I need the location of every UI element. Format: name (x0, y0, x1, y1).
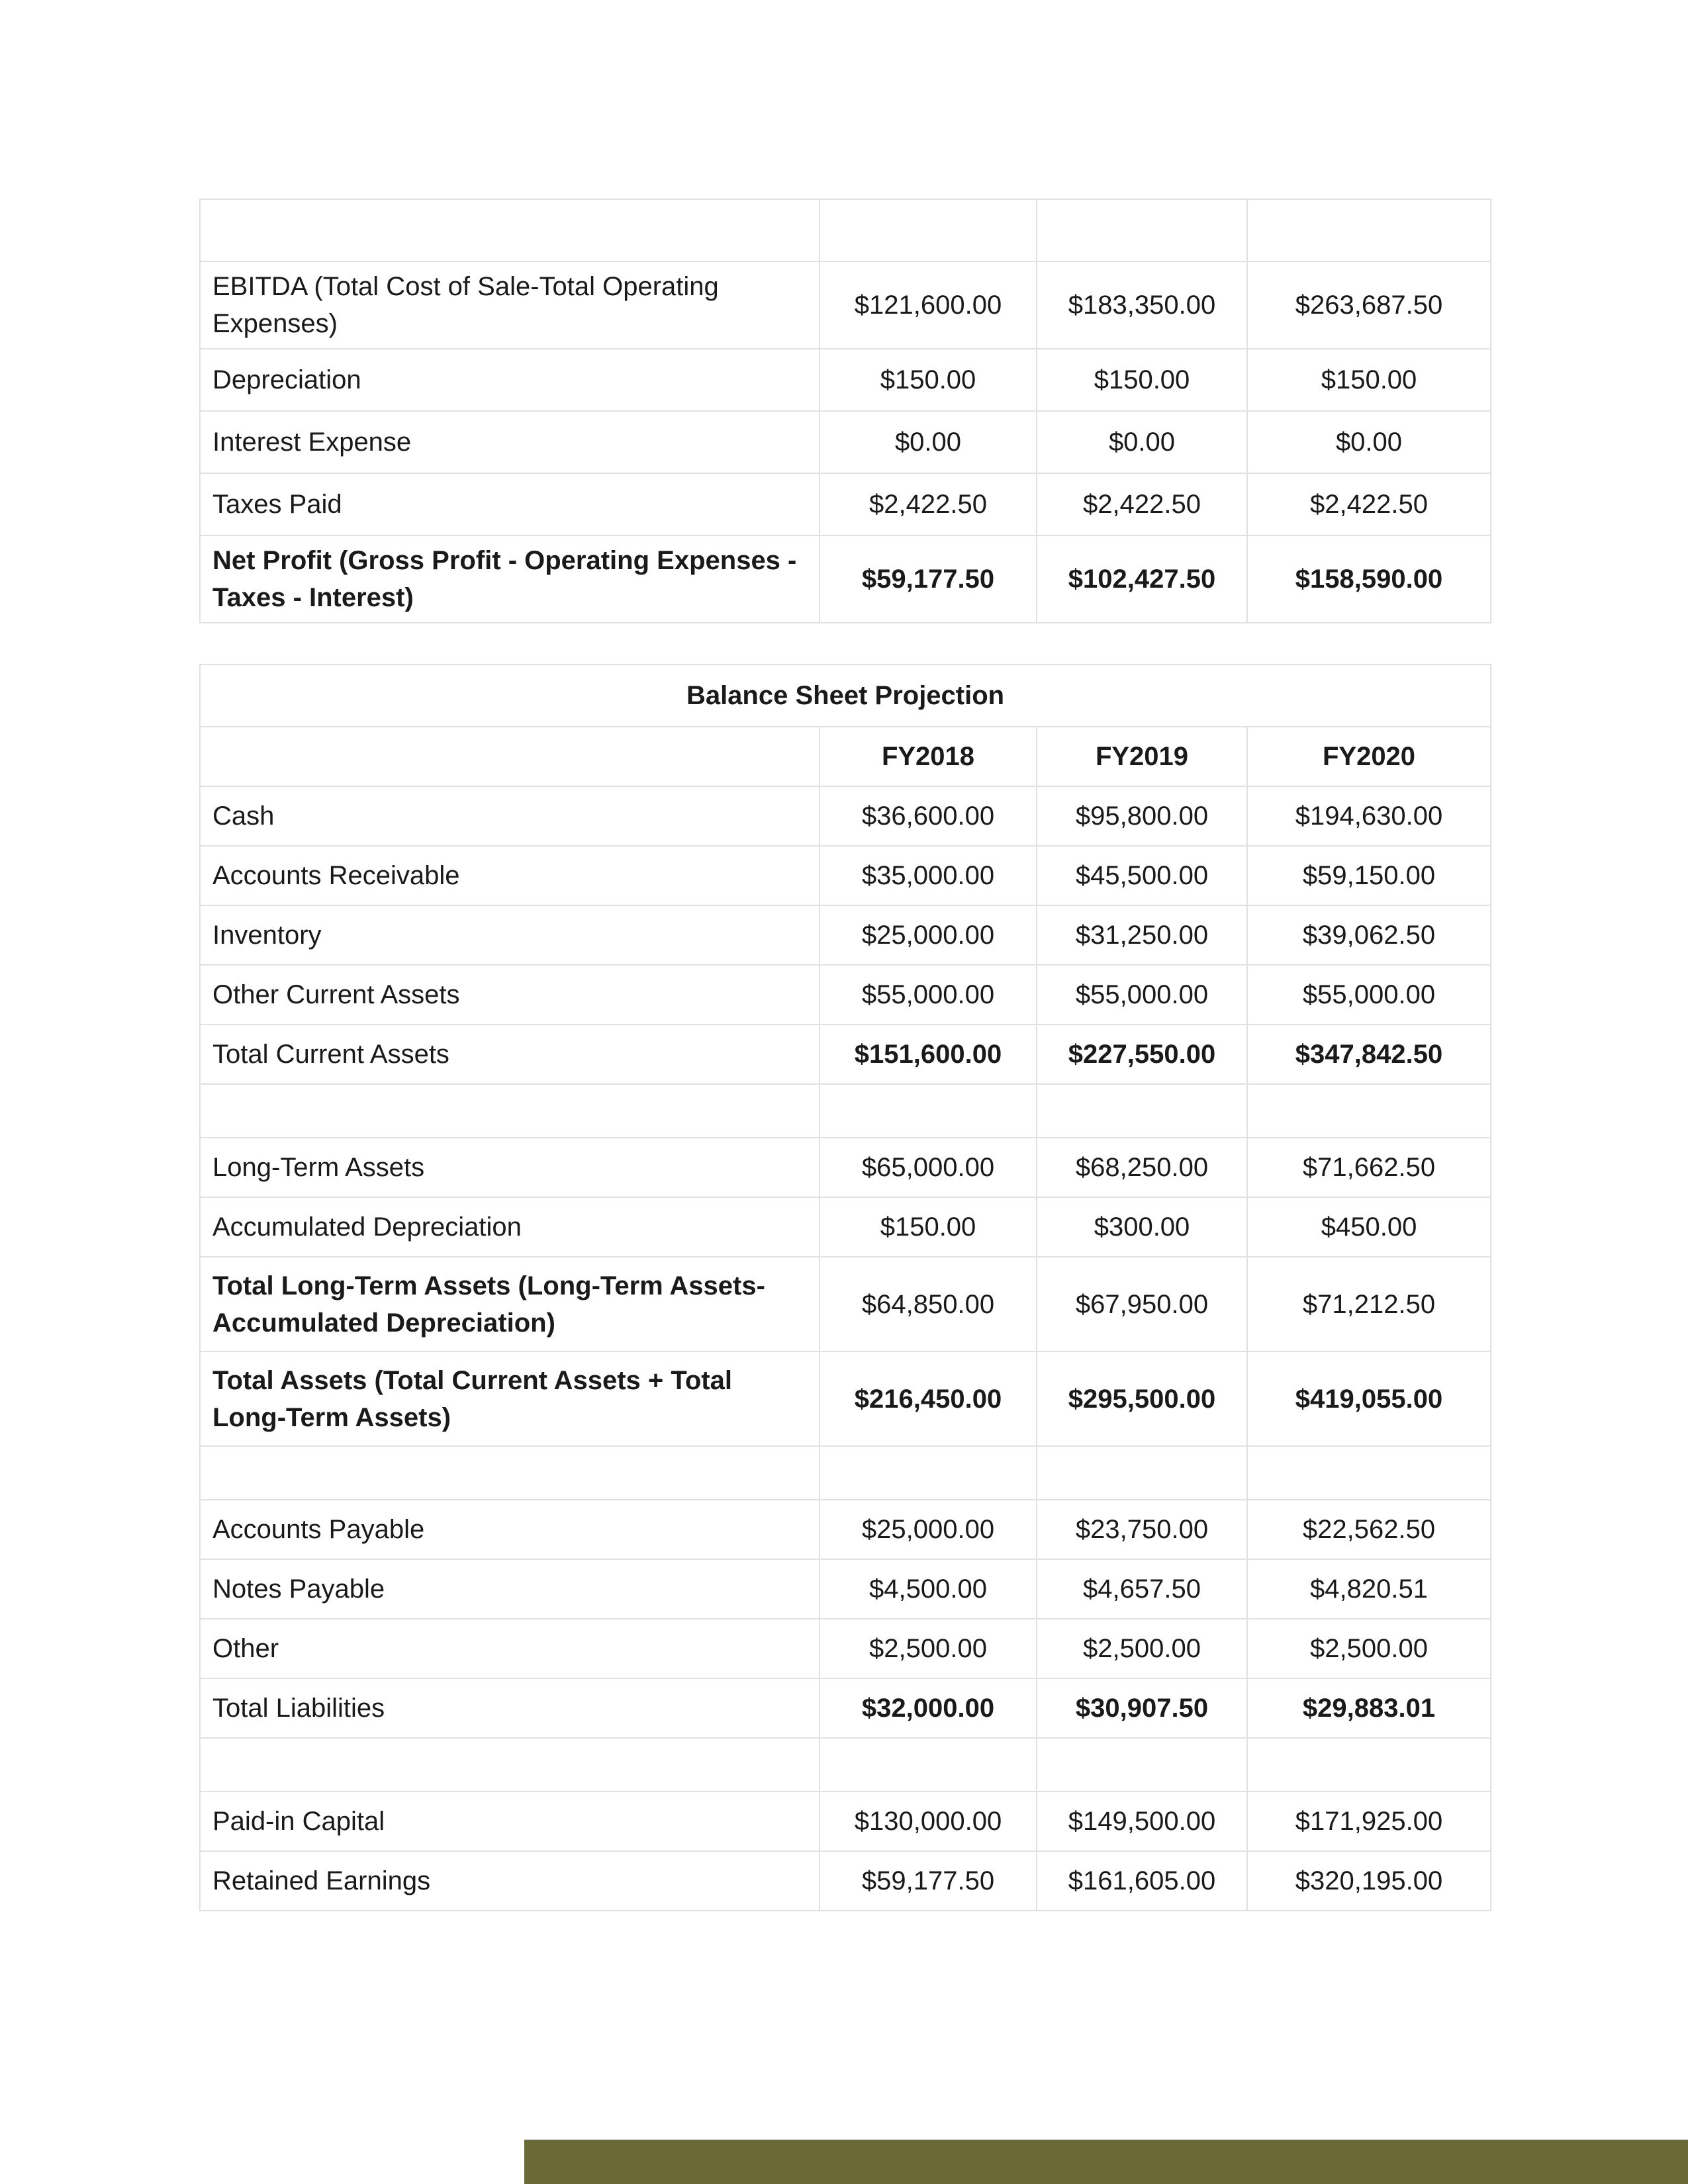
value-fy2020: $194,630.00 (1247, 786, 1491, 846)
value-fy2018: $25,000.00 (820, 905, 1037, 965)
value-fy2020: $150.00 (1247, 349, 1491, 411)
row-label: Notes Payable (200, 1559, 820, 1619)
value-fy2020: $71,662.50 (1247, 1138, 1491, 1197)
value-fy2019: $295,500.00 (1037, 1351, 1247, 1446)
value-fy2020: $2,422.50 (1247, 473, 1491, 535)
table-row-total-long-term-assets (200, 1257, 1491, 1351)
blank-row (200, 1738, 1491, 1792)
table-row-long-term-assets (200, 1138, 1491, 1197)
table-row-notes-payable (200, 1559, 1491, 1619)
row-label: Paid-in Capital (200, 1792, 820, 1851)
value-fy2019: $68,250.00 (1037, 1138, 1247, 1197)
table-row-ebitda (200, 261, 1491, 349)
value-fy2020: $158,590.00 (1247, 535, 1491, 623)
row-label: EBITDA (Total Cost of Sale-Total Operating Expenses) (200, 261, 820, 349)
row-label: Accumulated Depreciation (200, 1197, 820, 1257)
value-fy2019: $55,000.00 (1037, 965, 1247, 1024)
value-fy2018: $65,000.00 (820, 1138, 1037, 1197)
row-label: Retained Earnings (200, 1851, 820, 1911)
value-fy2020: $22,562.50 (1247, 1500, 1491, 1559)
value-fy2019: $30,907.50 (1037, 1678, 1247, 1738)
value-fy2018: $0.00 (820, 411, 1037, 473)
value-fy2018: $121,600.00 (820, 261, 1037, 349)
value-fy2020: $71,212.50 (1247, 1257, 1491, 1351)
value-fy2018: $59,177.50 (820, 1851, 1037, 1911)
table-row-depreciation (200, 349, 1491, 411)
value-fy2018: $35,000.00 (820, 846, 1037, 905)
table-row-total-assets (200, 1351, 1491, 1446)
table-title-row (200, 664, 1491, 727)
table-row-total-current-assets (200, 1024, 1491, 1084)
value-fy2020: $347,842.50 (1247, 1024, 1491, 1084)
table-row-paid-in-capital (200, 1792, 1491, 1851)
table-row-total-liabilities (200, 1678, 1491, 1738)
blank-row (200, 1446, 1491, 1500)
value-fy2020: $29,883.01 (1247, 1678, 1491, 1738)
balance-sheet-table (199, 664, 1491, 1911)
value-fy2019: $0.00 (1037, 411, 1247, 473)
value-fy2018: $25,000.00 (820, 1500, 1037, 1559)
value-fy2019: $67,950.00 (1037, 1257, 1247, 1351)
row-label: Total Assets (Total Current Assets + Total Long-Term Assets) (200, 1351, 820, 1446)
value-fy2018: $32,000.00 (820, 1678, 1037, 1738)
value-fy2020: $0.00 (1247, 411, 1491, 473)
blank-row (200, 1084, 1491, 1138)
footer-accent-bar (524, 2140, 1688, 2184)
row-label: Interest Expense (200, 411, 820, 473)
row-label: Accounts Receivable (200, 846, 820, 905)
value-fy2019: $102,427.50 (1037, 535, 1247, 623)
value-fy2020: $59,150.00 (1247, 846, 1491, 905)
value-fy2018: $150.00 (820, 1197, 1037, 1257)
value-fy2019: $149,500.00 (1037, 1792, 1247, 1851)
value-fy2019: $23,750.00 (1037, 1500, 1247, 1559)
value-fy2019: $300.00 (1037, 1197, 1247, 1257)
value-fy2018: $64,850.00 (820, 1257, 1037, 1351)
value-fy2020: $320,195.00 (1247, 1851, 1491, 1911)
value-fy2019: $2,422.50 (1037, 473, 1247, 535)
value-fy2019: $31,250.00 (1037, 905, 1247, 965)
value-fy2020: $263,687.50 (1247, 261, 1491, 349)
row-label: Total Long-Term Assets (Long-Term Assets-Accumulated Depreciation) (200, 1257, 820, 1351)
value-fy2019: $183,350.00 (1037, 261, 1247, 349)
row-label: Other Current Assets (200, 965, 820, 1024)
table-row-net-profit (200, 535, 1491, 623)
row-label: Taxes Paid (200, 473, 820, 535)
column-header-fy2018: FY2018 (820, 727, 1037, 786)
table-row-taxes-paid (200, 473, 1491, 535)
table-row-other (200, 1619, 1491, 1678)
value-fy2018: $216,450.00 (820, 1351, 1037, 1446)
value-fy2018: $150.00 (820, 349, 1037, 411)
value-fy2018: $59,177.50 (820, 535, 1037, 623)
value-fy2019: $2,500.00 (1037, 1619, 1247, 1678)
value-fy2020: $39,062.50 (1247, 905, 1491, 965)
row-label: Total Current Assets (200, 1024, 820, 1084)
value-fy2019: $161,605.00 (1037, 1851, 1247, 1911)
value-fy2020: $4,820.51 (1247, 1559, 1491, 1619)
row-label: Long-Term Assets (200, 1138, 820, 1197)
value-fy2019: $150.00 (1037, 349, 1247, 411)
table-row-accumulated-depreciation (200, 1197, 1491, 1257)
row-label: Cash (200, 786, 820, 846)
value-fy2018: $2,500.00 (820, 1619, 1037, 1678)
value-fy2019: $4,657.50 (1037, 1559, 1247, 1619)
value-fy2020: $171,925.00 (1247, 1792, 1491, 1851)
balance-sheet-title: Balance Sheet Projection (200, 664, 1491, 727)
value-fy2019: $45,500.00 (1037, 846, 1247, 905)
value-fy2020: $450.00 (1247, 1197, 1491, 1257)
row-label: Inventory (200, 905, 820, 965)
value-fy2018: $55,000.00 (820, 965, 1037, 1024)
blank-row (200, 199, 1491, 261)
column-header-fy2019: FY2019 (1037, 727, 1247, 786)
value-fy2020: $419,055.00 (1247, 1351, 1491, 1446)
table-row-retained-earnings (200, 1851, 1491, 1911)
column-header-fy2020: FY2020 (1247, 727, 1491, 786)
value-fy2018: $2,422.50 (820, 473, 1037, 535)
table-row-accounts-payable (200, 1500, 1491, 1559)
column-header-row (200, 727, 1491, 786)
value-fy2020: $55,000.00 (1247, 965, 1491, 1024)
table-row-other-current-assets (200, 965, 1491, 1024)
table-row-interest-expense (200, 411, 1491, 473)
table-row-accounts-receivable (200, 846, 1491, 905)
value-fy2019: $227,550.00 (1037, 1024, 1247, 1084)
value-fy2019: $95,800.00 (1037, 786, 1247, 846)
row-label: Net Profit (Gross Profit - Operating Expenses - Taxes - Interest) (200, 535, 820, 623)
table-row-inventory (200, 905, 1491, 965)
row-label: Depreciation (200, 349, 820, 411)
value-fy2018: $4,500.00 (820, 1559, 1037, 1619)
row-label: Other (200, 1619, 820, 1678)
value-fy2018: $130,000.00 (820, 1792, 1037, 1851)
value-fy2018: $151,600.00 (820, 1024, 1037, 1084)
table-row-cash (200, 786, 1491, 846)
row-label: Accounts Payable (200, 1500, 820, 1559)
row-label: Total Liabilities (200, 1678, 820, 1738)
value-fy2020: $2,500.00 (1247, 1619, 1491, 1678)
income-statement-table (199, 199, 1491, 623)
value-fy2018: $36,600.00 (820, 786, 1037, 846)
